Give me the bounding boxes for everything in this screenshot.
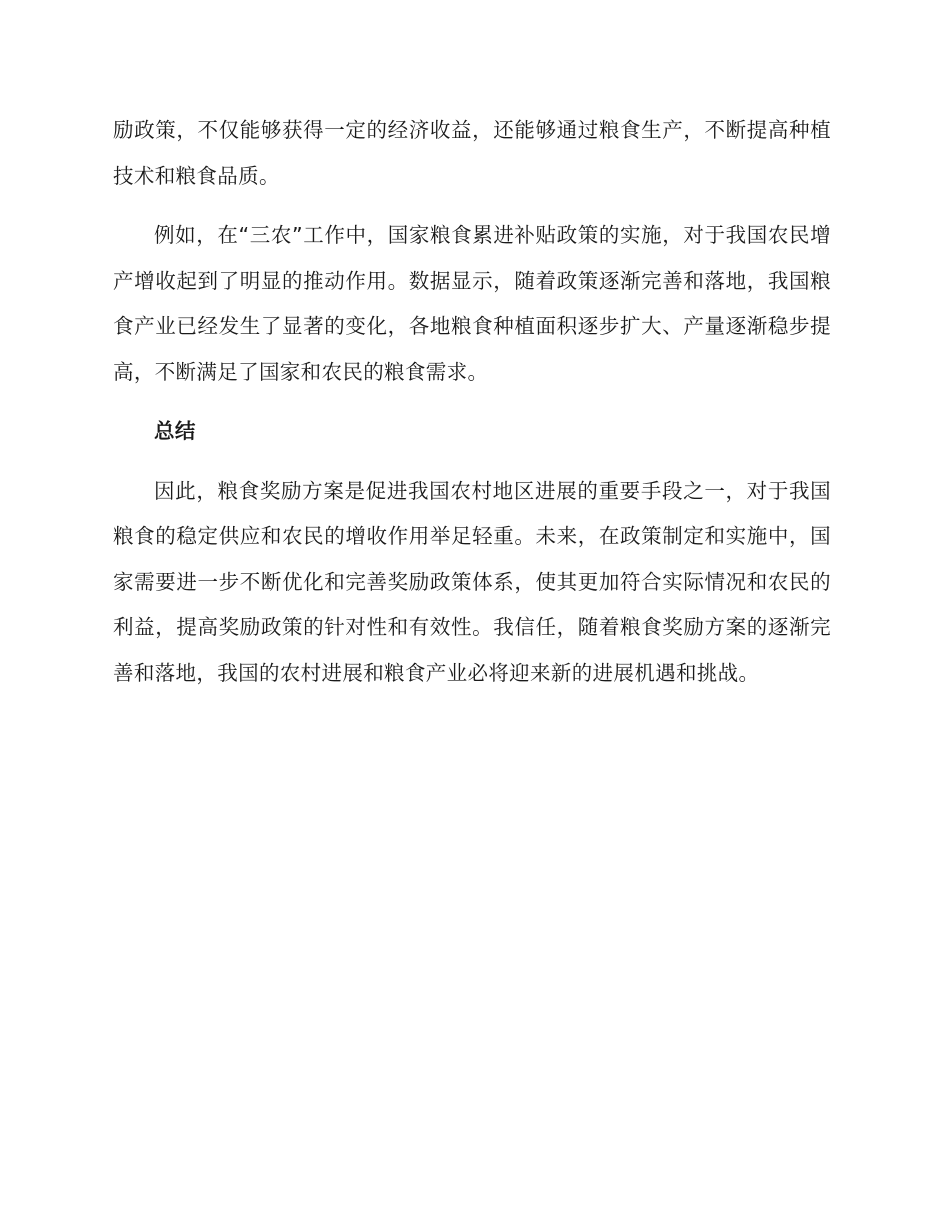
paragraph-continued: 励政策，不仅能够获得一定的经济收益，还能够通过粮食生产，不断提高种植技术和粮食品质。 [113, 118, 831, 188]
paragraph-conclusion: 因此，粮食奖励方案是促进我国农村地区进展的重要手段之一，对于我国粮食的稳定供应和农民的增收作用举足轻重。未来，在政策制定和实施中，国家需要进一步不断优化和完善奖励政策体系，使其更加符合实际情况和农民的利益，提高奖励政策的针对性和有效性。我信任，随着粮食奖励方案的逐渐完善和落地，我国的农村进展和粮食产业必将迎来新的进展机遇和挑战。 [113, 478, 831, 685]
paragraph-example: 例如，在“三农”工作中，国家粮食累进补贴政策的实施，对于我国农民增产增收起到了明显的推动作用。数据显示，随着政策逐渐完善和落地，我国粮食产业已经发生了显著的变化，各地粮食种植面积逐步扩大、产量逐渐稳步提高，不断满足了国家和农民的粮食需求。 [113, 223, 831, 384]
document-body [113, 108, 831, 696]
section-heading: 总结 [154, 419, 196, 443]
